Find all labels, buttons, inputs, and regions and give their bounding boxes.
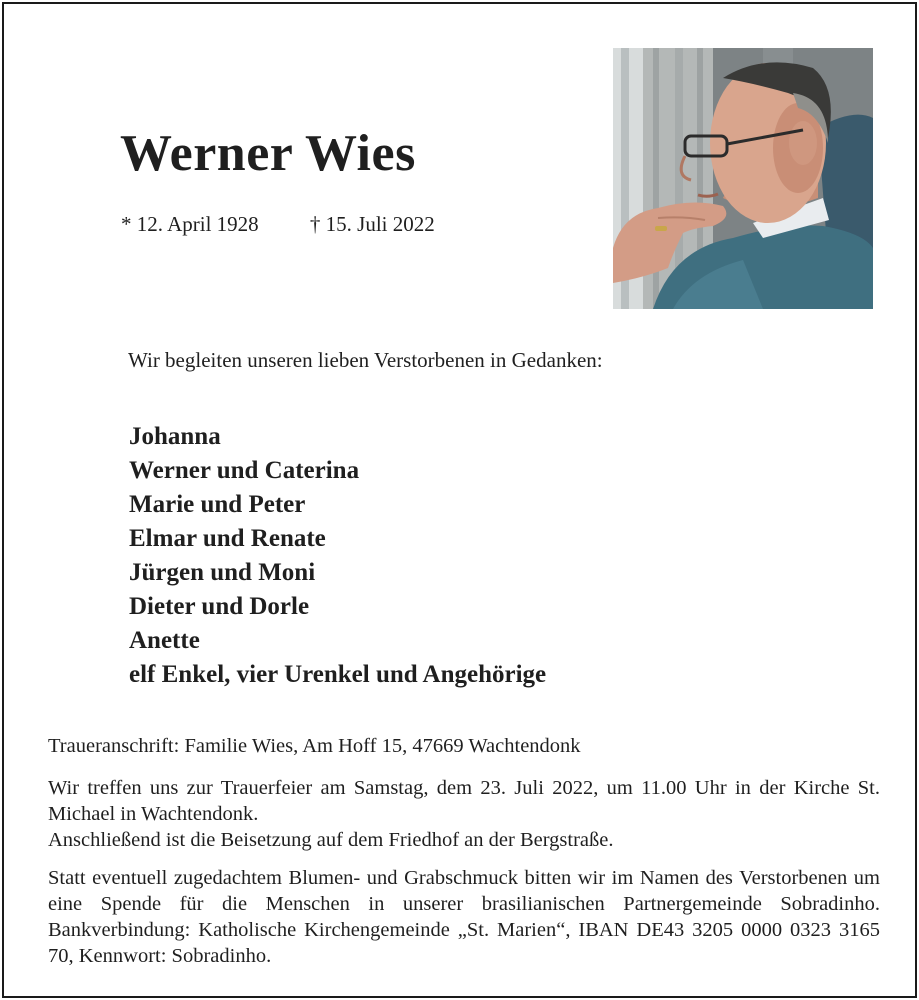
family-member: Dieter und Dorle [129,593,310,620]
family-member: Jürgen und Moni [129,559,316,586]
family-list [129,420,546,692]
family-member: Marie und Peter [129,491,306,518]
family-member: Werner und Caterina [129,457,360,484]
donation-request: Statt eventuell zugedachtem Blumen- und Grabschmuck bitten wir im Namen des Verstorbenen um eine Spende für die Menschen in unserer brasilianischen Partnergemeinde Sobradinho. Bankverbindung: Katholische Kirchengemeinde „St. Marien“, IBAN DE43 3205 0000 0323 3165 70, Kennwort: Sobradinho. [48,867,880,967]
obituary-notice [2,2,917,998]
portrait-photo [613,48,873,309]
ceremony-info: Wir treffen uns zur Trauerfeier am Samstag, dem 23. Juli 2022, um 11.00 Uhr in der Kirche St. Michael in Wachtendonk. [48,777,880,825]
death-date: † 15. Juli 2022 [309,212,435,236]
life-dates [121,214,435,235]
family-member: Johanna [129,423,221,450]
intro-text: Wir begleiten unseren lieben Verstorbenen in Gedanken: [128,348,603,372]
burial-info: Anschließend ist die Beisetzung auf dem Friedhof an der Bergstraße. [48,829,614,851]
birth-date: * 12. April 1928 [121,212,259,236]
family-member: Anette [129,627,200,654]
family-member: Elmar und Renate [129,525,326,552]
family-member: elf Enkel, vier Urenkel und Angehörige [129,661,547,688]
mourning-address: Traueranschrift: Familie Wies, Am Hoff 15, 47669 Wachtendonk [48,735,581,757]
deceased-name: Werner Wies [120,125,416,182]
